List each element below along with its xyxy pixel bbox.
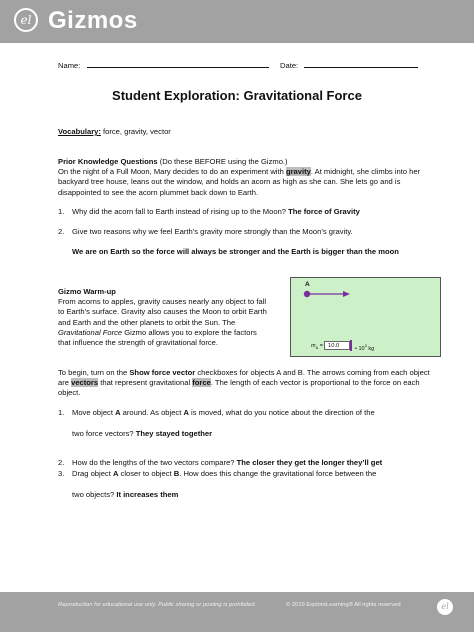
mass-exponent: 3 <box>364 343 367 348</box>
explorelearning-footer-logo-icon: el <box>437 599 453 615</box>
question-2-text: Give two reasons why we feel Earth’s gravity more strongly than the Moon’s gravity. <box>72 227 353 236</box>
warmup-q3-line2 <box>72 490 437 500</box>
warmup-q1-number: 1. <box>58 408 65 417</box>
question-1-text: Why did the acorn fall to Earth instead of rising up to the Moon? <box>72 207 289 216</box>
warmup-q3-number: 3. <box>58 469 65 478</box>
object-a-label: A <box>305 281 310 288</box>
warmup-q2-number: 2. <box>58 458 65 467</box>
force-vector-arrow-icon <box>303 288 351 300</box>
name-blank[interactable] <box>87 59 269 68</box>
warmup-q3-line2-text: two objects? <box>72 490 117 499</box>
warmup-text-2: Gizmo allows you to explore the factors that influence the strength of gravitational force. <box>58 327 257 348</box>
highlighted-term-vectors: vectors <box>71 378 99 388</box>
warmup-q1-object-a: A <box>115 408 121 417</box>
warmup-heading: Gizmo Warm-up <box>58 287 116 296</box>
question-2-number: 2. <box>58 227 65 236</box>
warmup-q2-answer[interactable]: The closer they get the longer they’ll get <box>236 458 383 467</box>
vocabulary-line <box>58 127 428 137</box>
warmup-q3-text-2: closer to object <box>118 469 174 478</box>
mass-unit <box>355 343 374 352</box>
highlighted-term-gravity: gravity <box>285 167 311 177</box>
prior-knowledge-section <box>58 157 430 198</box>
warmup-q3-text-1: Drag object <box>72 469 113 478</box>
vocabulary-text: force, gravity, vector <box>100 127 171 136</box>
instr-text-3: that represent gravitational <box>98 378 193 388</box>
warmup-q3-object-a: A <box>112 469 119 478</box>
instr-text-4: . The length of each vector is proportional to the force on each object. <box>58 378 420 398</box>
warmup-text-1: From acorns to apples, gravity causes nearly any object to fall to Earth’s surface. Gravity also causes the Moon to orbit Earth and Earth and the other planets to orbit the Sun. The <box>58 297 267 327</box>
mass-slider-handle[interactable] <box>350 340 352 351</box>
footer-usage-notice: Reproduction for educational use only. Public sharing or posting is prohibited. <box>58 602 257 608</box>
instr-show-force-vector: Show force vector <box>129 368 196 377</box>
gizmos-header <box>0 0 474 43</box>
question-2-answer[interactable]: We are on Earth so the force will always be stronger and the Earth is bigger than the moon <box>72 247 399 256</box>
warmup-q1-text-1: Move object <box>72 408 116 417</box>
date-blank[interactable] <box>304 59 418 68</box>
mass-subscript: A <box>315 345 319 351</box>
mass-eq: = <box>318 343 324 349</box>
mass-value-input[interactable]: 10.0 <box>324 341 350 350</box>
highlighted-term-force: force <box>192 378 211 388</box>
question-1 <box>72 207 432 217</box>
instr-text-2: checkboxes for objects A and B. The arrows coming from each object are <box>58 368 430 388</box>
date-field[interactable] <box>280 59 418 71</box>
warmup-q2-text: How do the lengths of the two vectors compare? <box>72 458 237 467</box>
name-field[interactable] <box>58 59 269 71</box>
warmup-q3-object-b: B <box>173 469 180 478</box>
mass-unit-text: • 10 <box>355 345 365 352</box>
footer-copyright: © 2019 ExploreLearning® All rights reserved <box>286 602 401 608</box>
story-text-2: . At midnight, she climbs into her backyard tree house, leans out the window, and holds an acorn as high as she can. She lets go and is disappointed to see the acorn plummet back down to Earth. <box>58 167 421 197</box>
warmup-q1-text-3: is moved, what do you notice about the direction of the <box>188 408 375 417</box>
prior-knowledge-note: (Do these BEFORE using the Gizmo.) <box>157 157 288 166</box>
warmup-q1-text <box>72 408 437 418</box>
page-title: Student Exploration: Gravitational Force <box>112 88 362 103</box>
gizmo-simulation-thumbnail <box>290 277 441 357</box>
warmup-q1-line2-text: two force vectors? <box>72 429 136 438</box>
story-text-1: On the night of a Full Moon, Mary decides to do an experiment with <box>58 167 286 177</box>
warmup-q3-text <box>72 469 437 479</box>
prior-knowledge-heading: Prior Knowledge Questions <box>58 157 158 166</box>
date-label: Date: <box>280 61 299 70</box>
name-label: Name: <box>58 61 81 70</box>
warmup-q3-answer[interactable]: It increases them <box>116 490 179 499</box>
warmup-q3-text-3: . How does this change the gravitational force between the <box>179 469 377 478</box>
warmup-section <box>58 287 268 348</box>
warmup-q2 <box>72 458 442 468</box>
question-1-number: 1. <box>58 207 65 216</box>
mass-label: m <box>311 343 316 349</box>
mass-readout <box>311 343 323 350</box>
gizmos-logo-text: Gizmos <box>48 7 138 34</box>
warmup-q1-answer[interactable]: They stayed together <box>135 429 213 438</box>
warmup-q1-line2 <box>72 429 437 439</box>
warmup-q1-object-a-2: A <box>183 408 189 417</box>
page-footer <box>0 592 474 632</box>
instructions-paragraph <box>58 368 430 399</box>
question-1-answer[interactable]: The force of Gravity <box>288 207 360 216</box>
explorelearning-logo-icon: el <box>14 8 38 32</box>
warmup-q1-text-2: around. As object <box>120 408 184 417</box>
instr-text-1: To begin, turn on the <box>58 368 130 377</box>
mass-unit-tail: kg <box>366 345 375 352</box>
warmup-gizmo-name: Gravitational Force <box>58 327 123 337</box>
vocabulary-label: Vocabulary: <box>58 127 101 136</box>
